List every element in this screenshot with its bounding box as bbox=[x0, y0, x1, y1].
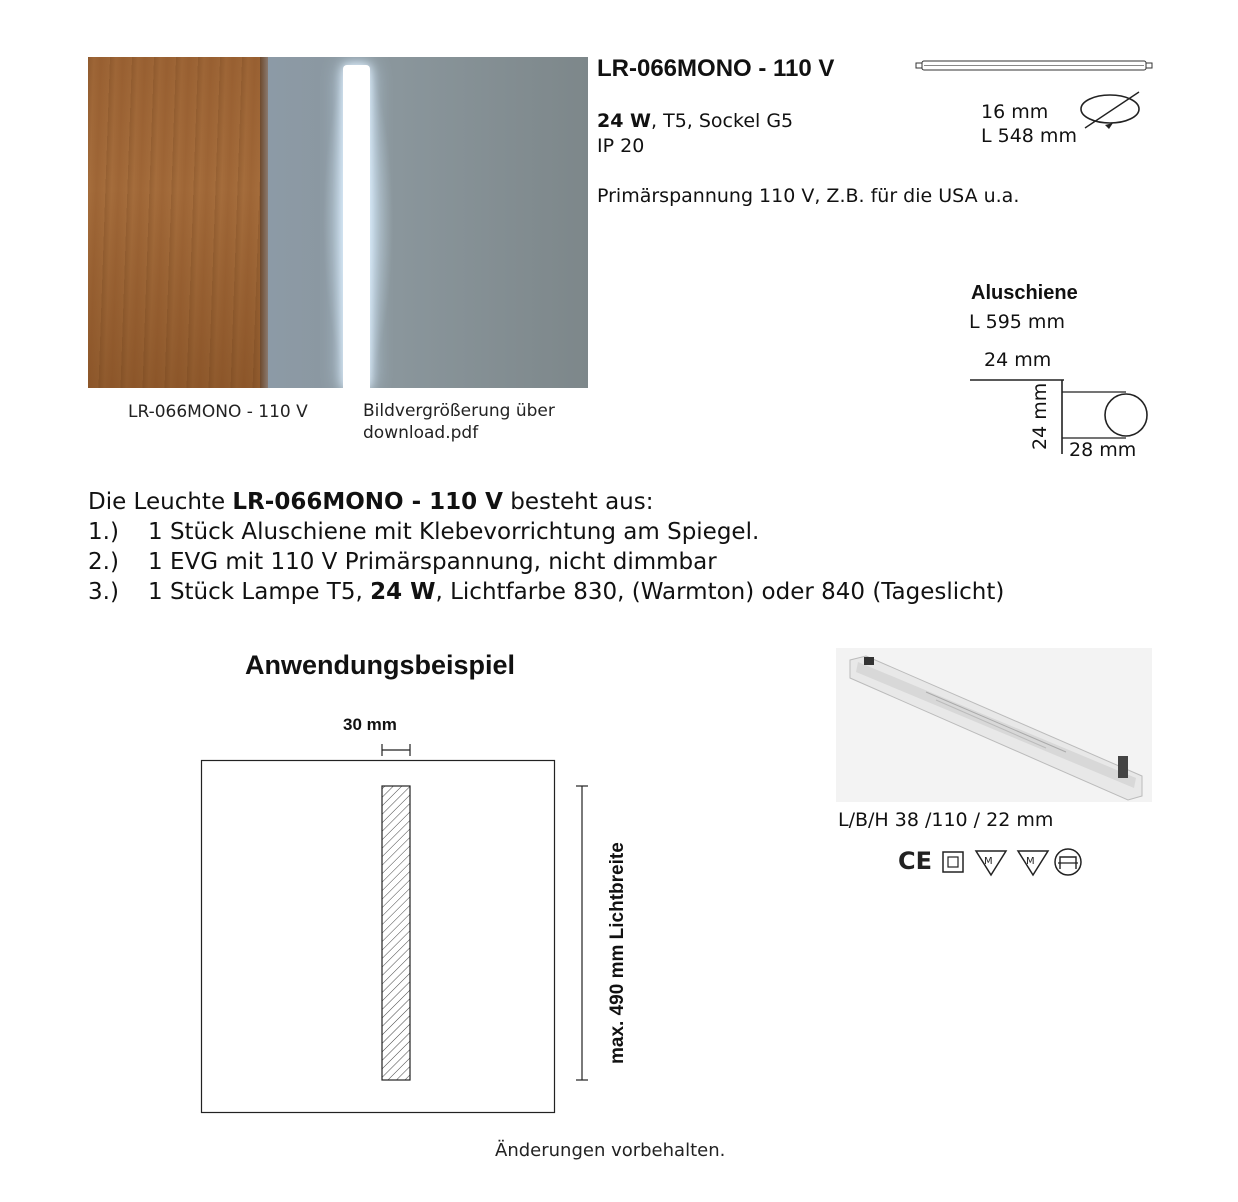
m-mark-icon bbox=[976, 851, 1006, 875]
rail-height: 24 mm bbox=[1029, 382, 1051, 450]
rail-length: L 595 mm bbox=[969, 311, 1065, 333]
rail-width: 24 mm bbox=[984, 349, 1052, 371]
product-title: LR-066MONO - 110 V bbox=[597, 55, 835, 82]
mm-mark-icon bbox=[1018, 851, 1048, 875]
ce-mark-icon bbox=[898, 847, 932, 875]
photo-caption-model: LR-066MONO - 110 V bbox=[128, 402, 308, 422]
lamp-diameter: 16 mm bbox=[981, 101, 1049, 123]
spec-voltage: Primärspannung 110 V, Z.B. für die USA u.a. bbox=[597, 185, 1020, 207]
list-item: 3.) 1 Stück Lampe T5, 24 W, Lichtfarbe 830, (Warmton) oder 840 (Tageslicht) bbox=[88, 579, 1005, 605]
rail-title: Aluschiene bbox=[971, 282, 1078, 304]
ballast-dims: L/B/H 38 /110 / 22 mm bbox=[838, 809, 1054, 831]
photo-caption-note: Bildvergrößerung über download.pdf bbox=[363, 401, 555, 443]
svg-text:M: M bbox=[1026, 856, 1035, 867]
certification-marks bbox=[898, 845, 1088, 879]
temperature-mark-icon bbox=[1055, 849, 1081, 875]
lamp-length: L 548 mm bbox=[981, 125, 1077, 147]
ballast-photo bbox=[836, 648, 1152, 802]
light-tube bbox=[343, 65, 370, 388]
product-photo bbox=[88, 57, 588, 388]
example-drawing bbox=[195, 738, 615, 1118]
rail-depth: 28 mm bbox=[1069, 439, 1137, 461]
list-item: 1.) 1 Stück Aluschiene mit Klebevorrichtung am Spiegel. bbox=[88, 519, 760, 545]
composition-intro: Die Leuchte LR-066MONO - 110 V besteht aus: bbox=[88, 489, 654, 515]
spec-ip: IP 20 bbox=[597, 135, 645, 157]
wood-edge bbox=[260, 57, 268, 388]
example-width-label: 30 mm bbox=[343, 715, 397, 734]
composition-model: LR-066MONO - 110 V bbox=[232, 489, 503, 515]
footer-note: Änderungen vorbehalten. bbox=[495, 1140, 726, 1161]
lamp-tube-drawing bbox=[914, 56, 1154, 76]
svg-text:CE: CE bbox=[898, 847, 933, 875]
spec-power-line bbox=[597, 109, 793, 134]
protection-class-ii-icon bbox=[943, 852, 963, 872]
ballast-drawing bbox=[836, 648, 1152, 802]
example-title: Anwendungsbeispiel bbox=[245, 650, 516, 680]
example-height-label: max. 490 mm Lichtbreite bbox=[607, 842, 628, 1064]
spec-lamp: , T5, Sockel G5 bbox=[651, 110, 794, 132]
diameter-icon bbox=[1075, 88, 1145, 130]
wood-panel bbox=[88, 57, 268, 388]
spec-power: 24 W bbox=[597, 110, 652, 132]
svg-text:M: M bbox=[984, 856, 993, 867]
composition-list bbox=[88, 487, 1188, 607]
list-item: 2.) 1 EVG mit 110 V Primärspannung, nicht dimmbar bbox=[88, 549, 717, 575]
mirror-surface bbox=[268, 57, 588, 388]
